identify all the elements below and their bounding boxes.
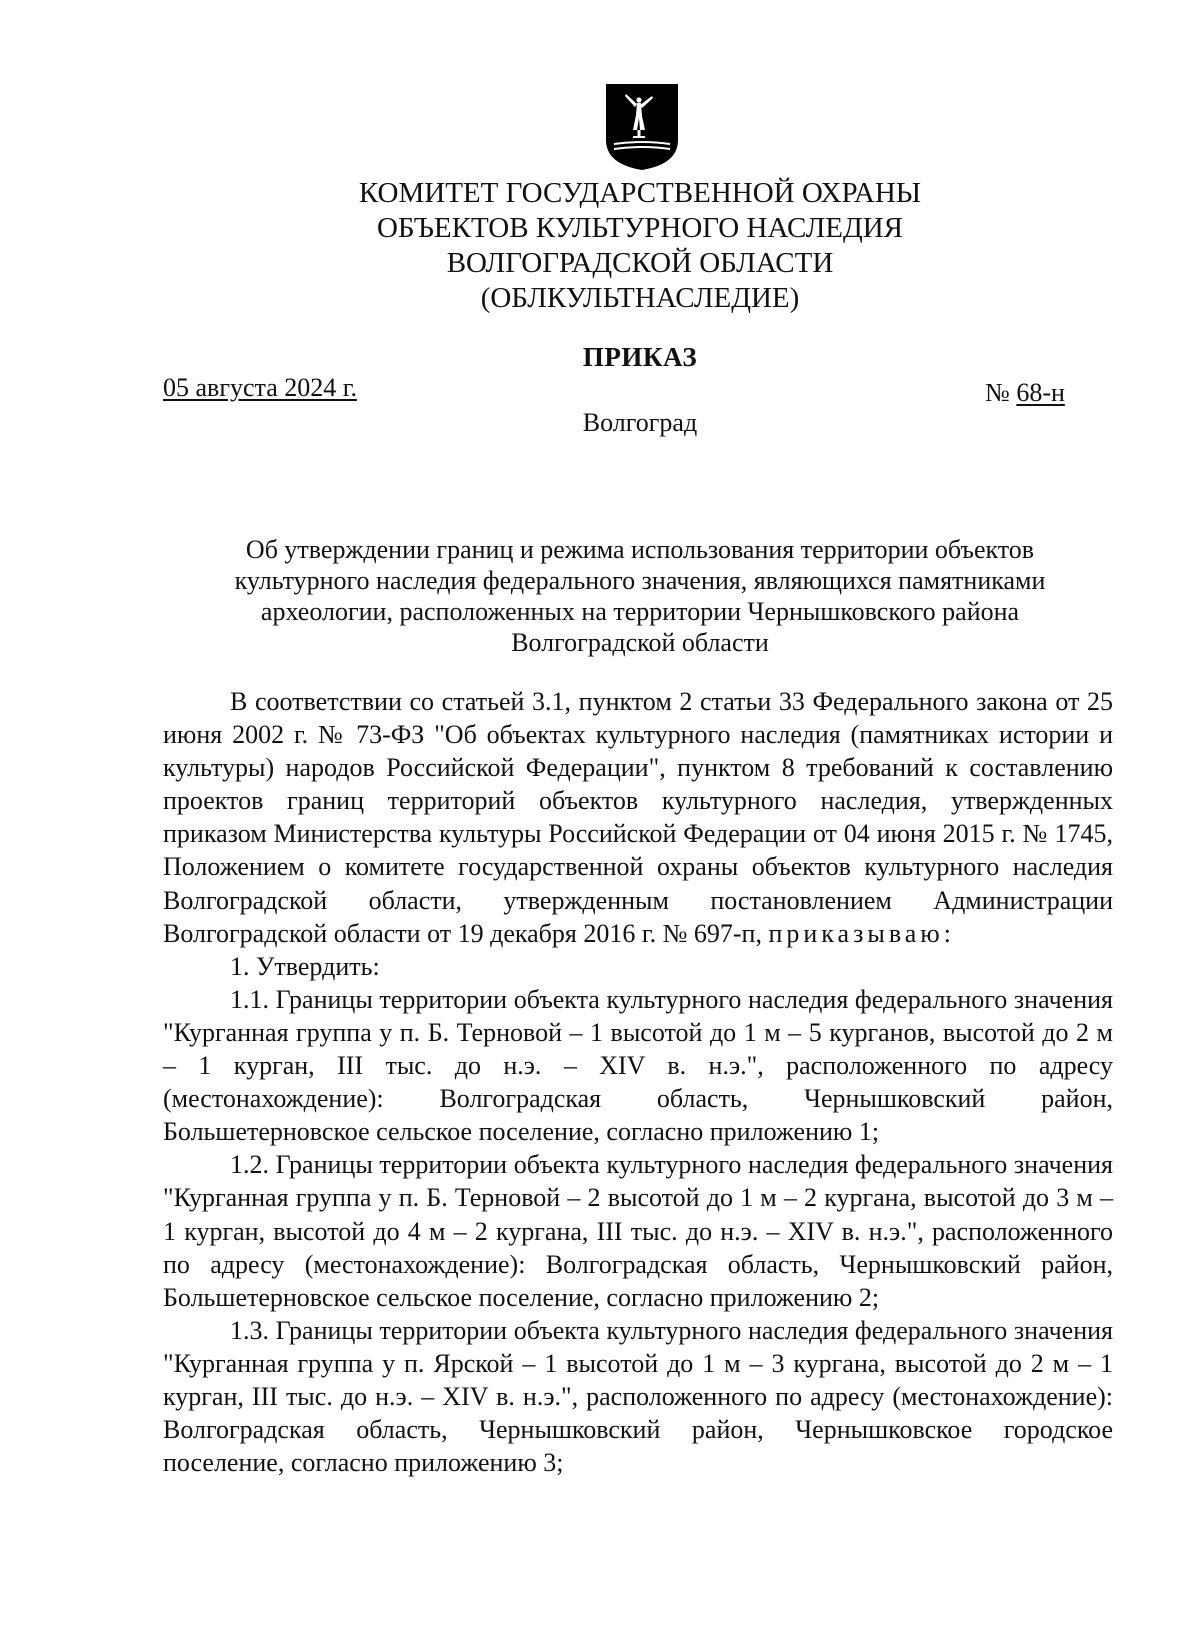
document-type: ПРИКАЗ: [582, 342, 698, 372]
preamble-paragraph: [163, 685, 1113, 950]
organization-name: [0, 176, 1200, 316]
coat-of-arms-icon: [604, 82, 680, 172]
document-number: [985, 378, 1065, 408]
item-1-2: 1.2. Границы территории объекта культурного наследия федерального значения "Курганная группа у п. Б. Терновой – 2 высотой до 1 м – 2 кургана, высотой до 3 м – 1 курган, высотой до 4 м – 2 кургана, III тыс. до н.э. – XIV в. н.э.", расположенного по адресу (местонахождение): Волгоградская область, Чернышковский район, Большетерновское сельское поселение, согласно приложению 2;: [163, 1150, 1113, 1312]
org-line-4: (ОБЛКУЛЬТНАСЛЕДИЕ): [480, 282, 800, 314]
order-word: приказываю:: [768, 918, 955, 948]
item-1-3: 1.3. Границы территории объекта культурного наследия федерального значения "Курганная группа у п. Ярской – 1 высотой до 1 м – 3 кургана, высотой до 2 м – 1 курган, III тыс. до н.э. – XIV в. н.э.", расположенного по адресу (местонахождение): Волгоградская область, Чернышковский район, Чернышковское городское поселение, согласно приложению 3;: [163, 1315, 1113, 1478]
subject-line-2: культурного наследия федерального значения, являющихся памятниками: [234, 566, 1046, 595]
item-1-1: 1.1. Границы территории объекта культурного наследия федерального значения "Курганная группа у п. Б. Терновой – 1 высотой до 1 м – 5 курганов, высотой до 2 м – 1 курган, III тыс. до н.э. – XIV в. н.э.", расположенного по адресу (местонахождение): Волгоградская область, Чернышковский район, Большетерновское сельское поселение, согласно приложению 1;: [163, 984, 1113, 1147]
number-value: 68-н: [1016, 378, 1065, 407]
org-line-1: КОМИТЕТ ГОСУДАРСТВЕННОЙ ОХРАНЫ: [358, 177, 922, 209]
item-1: 1. Утвердить:: [230, 951, 380, 981]
document-subject: [180, 534, 1100, 658]
subject-line-1: Об утверждении границ и режима использования территории объектов: [245, 535, 1035, 564]
document-date: 05 августа 2024 г.: [163, 373, 357, 402]
number-prefix: №: [985, 378, 1017, 407]
preamble-text: В соответствии со статьей 3.1, пунктом 2 статьи 33 Федерального закона от 25 июня 2002 г. № 73-ФЗ "Об объектах культурного наследия (памятниках истории и культуры) народов Российской Федерации", пунктом 8 требований к составлению проектов границ территорий объектов культурного наследия, утвержденных приказом Министерства культуры Российской Федерации от 04 июня 2015 г. № 1745, Положением о комитете государственной охраны объектов культурного наследия Волгоградской области, утвержденным постановлением Администрации Волгоградской области от 19 декабря 2016 г. № 697-п,: [163, 687, 1113, 948]
org-line-2: ОБЪЕКТОВ КУЛЬТУРНОГО НАСЛЕДИЯ: [376, 212, 904, 244]
document-city: Волгоград: [582, 408, 698, 437]
subject-line-4: Волгоградской области: [511, 628, 769, 657]
document-body: [163, 685, 1113, 1479]
org-line-3: ВОЛГОГРАДСКОЙ ОБЛАСТИ: [446, 247, 834, 279]
subject-line-3: археологии, расположенных на территории Чернышковского района: [260, 597, 1020, 626]
